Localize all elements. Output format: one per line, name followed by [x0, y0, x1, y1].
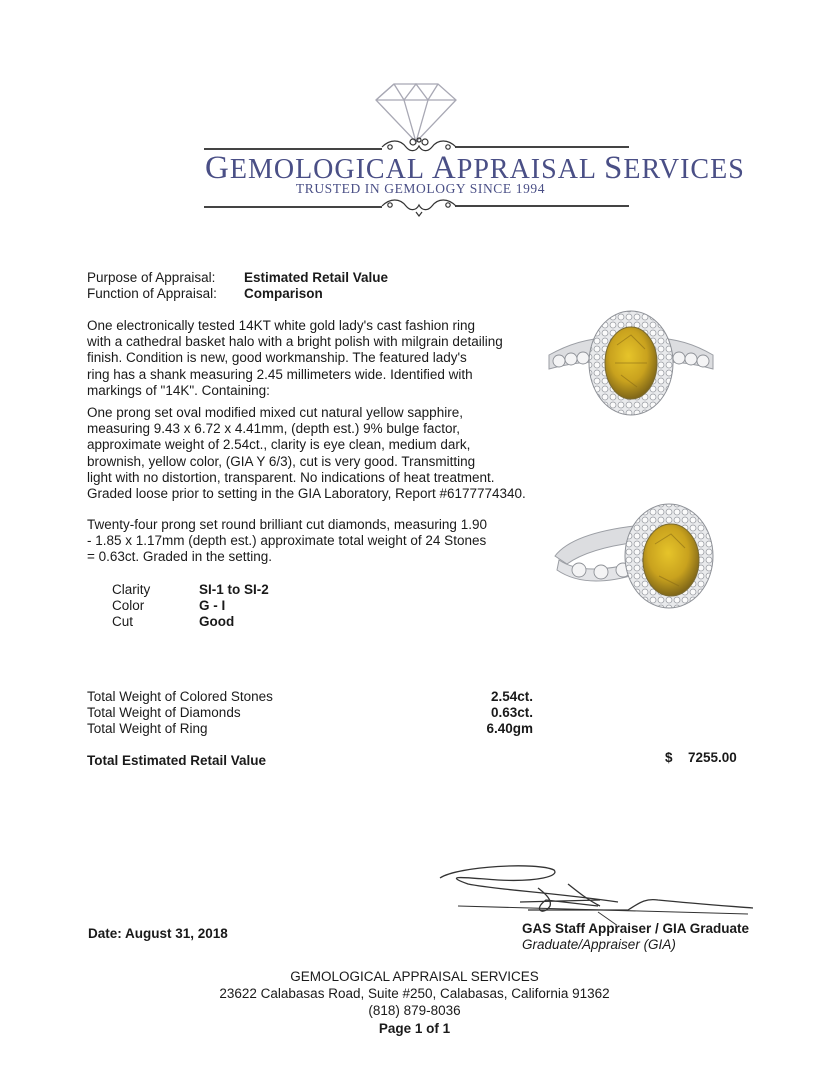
logo-header	[0, 0, 829, 230]
header-rule-bottom	[204, 206, 382, 208]
text-line: = 0.63ct. Graded in the setting.	[87, 549, 272, 565]
retail-value: 7255.00	[688, 750, 737, 765]
appraiser-subtitle: Graduate/Appraiser (GIA)	[522, 937, 676, 952]
text-line: approximate weight of 2.54ct., clarity is eye clean, medium dark,	[87, 437, 471, 453]
ring-photo-top-view	[545, 305, 717, 423]
ring-description	[87, 318, 503, 399]
totals-table	[87, 689, 537, 737]
text-line: - 1.85 x 1.17mm (depth est.) approximate total weight of 24 Stones	[87, 533, 487, 549]
text-line: brownish, yellow color, (GIA Y 6/3), cut is very good. Transmitting	[87, 453, 476, 469]
footer-company: GEMOLOGICAL APPRAISAL SERVICES	[290, 969, 539, 984]
totals-value: 0.63ct.	[490, 705, 533, 720]
text-line: finish. Condition is new, good workmanship. The featured lady's	[87, 350, 467, 366]
diamond-description	[87, 517, 487, 566]
text-line: with a cathedral basket halo with a bright polish with milgrain detailing	[87, 334, 503, 350]
grading-value: G - I	[199, 598, 226, 613]
grading-label: Color	[112, 598, 145, 613]
text-line: measuring 9.43 x 6.72 x 4.41mm, (depth est.) 9% bulge factor,	[87, 421, 460, 437]
retail-value-label: Total Estimated Retail Value	[87, 753, 267, 768]
text-line: One prong set oval modified mixed cut natural yellow sapphire,	[87, 405, 463, 420]
function-value: Comparison	[244, 286, 323, 301]
totals-row	[87, 721, 537, 737]
header-rule-bottom	[455, 205, 629, 207]
grading-value: Good	[199, 614, 235, 629]
text-line: Twenty-four prong set round brilliant cut diamonds, measuring 1.90	[87, 517, 487, 532]
purpose-label: Purpose of Appraisal:	[87, 270, 216, 285]
totals-row	[87, 689, 537, 705]
retail-currency: $	[665, 750, 673, 765]
function-label: Function of Appraisal:	[87, 286, 217, 301]
text-line: Graded loose prior to setting in the GIA Laboratory, Report #6177774340.	[87, 486, 526, 502]
totals-label: Total Weight of Ring	[87, 721, 208, 736]
appraiser-title: GAS Staff Appraiser / GIA Graduate	[522, 921, 750, 936]
grading-row	[112, 614, 235, 630]
flourish-icon	[380, 197, 458, 217]
header-rule-top	[455, 146, 629, 148]
footer-page-number: Page 1 of 1	[378, 1021, 451, 1036]
grading-label: Clarity	[112, 582, 151, 597]
grading-table	[112, 582, 269, 630]
totals-label: Total Weight of Colored Stones	[87, 689, 273, 704]
company-name-logo: GEMOLOGICAL APPRAISAL SERVICES	[205, 150, 745, 186]
footer	[0, 968, 829, 1039]
grading-label: Cut	[112, 614, 134, 629]
appraisal-date: Date: August 31, 2018	[88, 926, 228, 941]
grading-row	[112, 582, 269, 598]
totals-label: Total Weight of Diamonds	[87, 705, 241, 720]
company-tagline: TRUSTED IN GEMOLOGY SINCE 1994	[295, 181, 546, 196]
totals-value: 2.54ct.	[490, 689, 533, 704]
footer-phone: (818) 879-8036	[368, 1003, 461, 1018]
appraiser-signature	[428, 860, 758, 925]
text-line: ring has a shank measuring 2.45 millimeters wide. Identified with	[87, 366, 473, 382]
ring-photo-side-view	[545, 500, 717, 612]
totals-row	[87, 705, 537, 721]
footer-address: 23622 Calabasas Road, Suite #250, Calabasas, California 91362	[219, 986, 610, 1001]
sapphire-description	[87, 405, 526, 502]
purpose-value: Estimated Retail Value	[244, 270, 389, 285]
grading-row	[112, 598, 226, 614]
text-line: One electronically tested 14KT white gold lady's cast fashion ring	[87, 318, 476, 333]
text-line: markings of "14K". Containing:	[87, 382, 270, 398]
grading-value: SI-1 to SI-2	[199, 582, 269, 597]
text-line: light with no distortion, transparent. No indications of heat treatment.	[87, 469, 495, 485]
diamond-icon	[374, 82, 458, 144]
totals-value: 6.40gm	[486, 721, 533, 736]
